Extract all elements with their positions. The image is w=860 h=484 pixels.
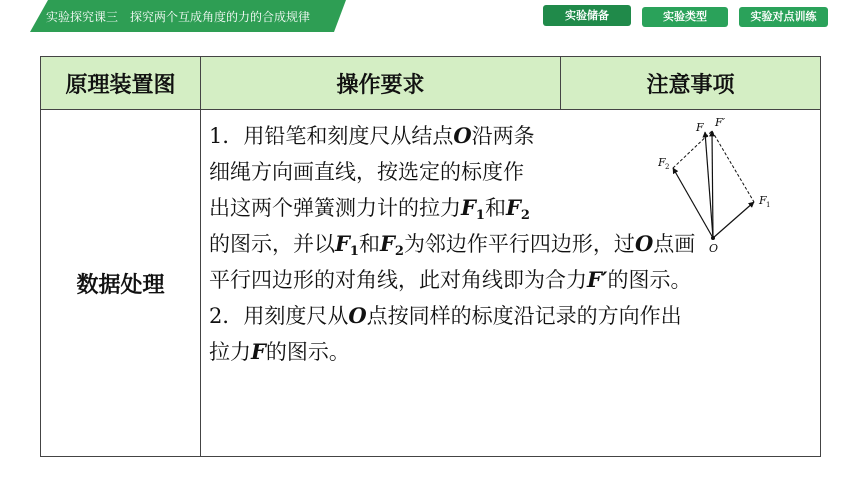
force-parallelogram-diagram <box>658 118 788 254</box>
dashed-edge-b <box>712 131 754 202</box>
header-principle-diagram: 原理装置图 <box>41 57 201 110</box>
header-bar <box>0 0 860 32</box>
nav-button-types[interactable]: 实验类型 <box>642 7 728 27</box>
text-line-2: 细绳方向画直线，按选定的标度作 <box>209 160 524 184</box>
header-notes: 注意事项 <box>561 57 821 110</box>
point-O <box>711 236 715 240</box>
text-line-1: 1．用铅笔和刻度尺从结点O沿两条 <box>209 123 535 148</box>
nav-button-preparation[interactable]: 实验储备 <box>543 5 631 26</box>
label-F2: F <box>658 156 666 169</box>
nav-button-training[interactable]: 实验对点训练 <box>739 7 828 27</box>
breadcrumb <box>46 8 310 26</box>
text-line-4: 的图示，并以$F_1$和$F_2$为邻边作平行四边形，过O点画 <box>209 231 696 259</box>
force-F1-arrow <box>713 202 754 238</box>
experiment-table <box>40 56 821 457</box>
force-F2-arrow <box>673 168 713 238</box>
text-line-5: 平行四边形的对角线，此对角线即为合力F′的图示。 <box>209 267 692 292</box>
breadcrumb-course: 实验探究课三 <box>46 10 119 24</box>
label-F1: F <box>759 194 767 207</box>
table-row <box>41 110 821 457</box>
row-content <box>201 110 821 457</box>
label-O: O <box>709 242 719 254</box>
row-label-data-processing: 数据处理 <box>41 110 201 457</box>
label-F1-sub: 1 <box>766 201 771 209</box>
label-F-prime: F′ <box>715 118 726 129</box>
label-F2-sub: 2 <box>665 163 670 171</box>
breadcrumb-topic: 探究两个互成角度的力的合成规律 <box>130 10 311 24</box>
text-line-7: 拉力F的图示。 <box>209 339 350 364</box>
header-operation-requirements: 操作要求 <box>201 57 561 110</box>
text-line-6: 2．用刻度尺从O点按同样的标度沿记录的方向作出 <box>209 303 682 328</box>
text-line-3: 出这两个弹簧测力计的拉力$F_1$和$F_2$ <box>209 195 530 223</box>
table-header-row <box>41 57 821 110</box>
label-F: F <box>696 121 704 134</box>
